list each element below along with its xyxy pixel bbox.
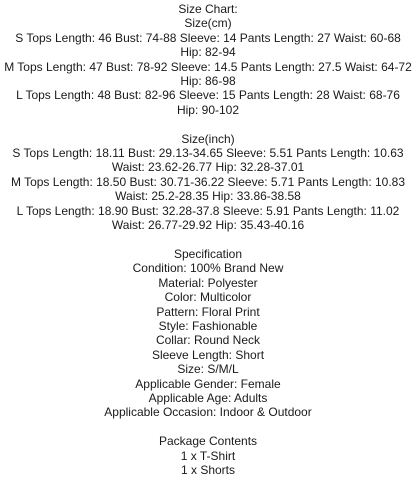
- package-item-shorts: 1 x Shorts: [180, 462, 236, 477]
- size-inch-heading: Size(inch): [181, 131, 235, 146]
- package-heading: Package Contents: [158, 434, 258, 449]
- spec-sleeve-length: Sleeve Length: Short: [151, 347, 265, 362]
- size-inch-row-m: M Tops Length: 18.50 Bust: 30.71-36.22 Sleeve: 5.71 Pants Length: 10.83 Waist: 25.2-28.35 Hip: 33.86-38.58: [10, 174, 406, 204]
- spacer: [0, 232, 416, 246]
- spec-condition: Condition: 100% Brand New: [132, 261, 284, 276]
- specification-heading: Specification: [173, 246, 243, 261]
- size-cm-row-m: M Tops Length: 47 Bust: 78-92 Sleeve: 14.5 Pants Length: 27.5 Waist: 64-72 Hip: 86-98: [4, 59, 412, 89]
- size-cm-heading: Size(cm): [184, 16, 232, 31]
- package-item-tshirt: 1 x T-Shirt: [180, 448, 236, 463]
- spec-age: Applicable Age: Adults: [148, 390, 268, 405]
- spec-pattern: Pattern: Floral Print: [156, 304, 260, 319]
- package-section: [0, 434, 416, 477]
- spec-collar: Collar: Round Neck: [155, 333, 261, 348]
- size-cm-row-s: S Tops Length: 46 Bust: 74-88 Sleeve: 14 Pants Length: 27 Waist: 60-68 Hip: 82-94: [15, 30, 401, 60]
- size-inch-row-s: S Tops Length: 18.11 Bust: 29.13-34.65 Sleeve: 5.51 Pants Length: 10.63 Waist: 23.62-26.77 Hip: 32.28-37.01: [12, 146, 404, 175]
- spec-color: Color: Multicolor: [164, 290, 252, 305]
- spec-material: Material: Polyester: [158, 275, 258, 290]
- specification-section: [0, 247, 416, 420]
- size-chart-section: [0, 2, 416, 232]
- size-cm-row-l: L Tops Length: 48 Bust: 82-96 Sleeve: 15 Pants Length: 28 Waist: 68-76 Hip: 90-102: [16, 88, 400, 117]
- size-chart-title: Size Chart:: [178, 2, 238, 16]
- spec-gender: Applicable Gender: Female: [135, 376, 281, 391]
- spec-style: Style: Fashionable: [158, 318, 258, 333]
- spacer: [0, 117, 416, 131]
- size-inch-row-l: L Tops Length: 18.90 Bust: 32.28-37.8 Sleeve: 5.91 Pants Length: 11.02 Waist: 26.77-29.92 Hip: 35.43-40.16: [16, 203, 400, 233]
- spec-occasion: Applicable Occasion: Indoor & Outdoor: [104, 405, 312, 420]
- spec-size: Size: S/M/L: [177, 362, 239, 377]
